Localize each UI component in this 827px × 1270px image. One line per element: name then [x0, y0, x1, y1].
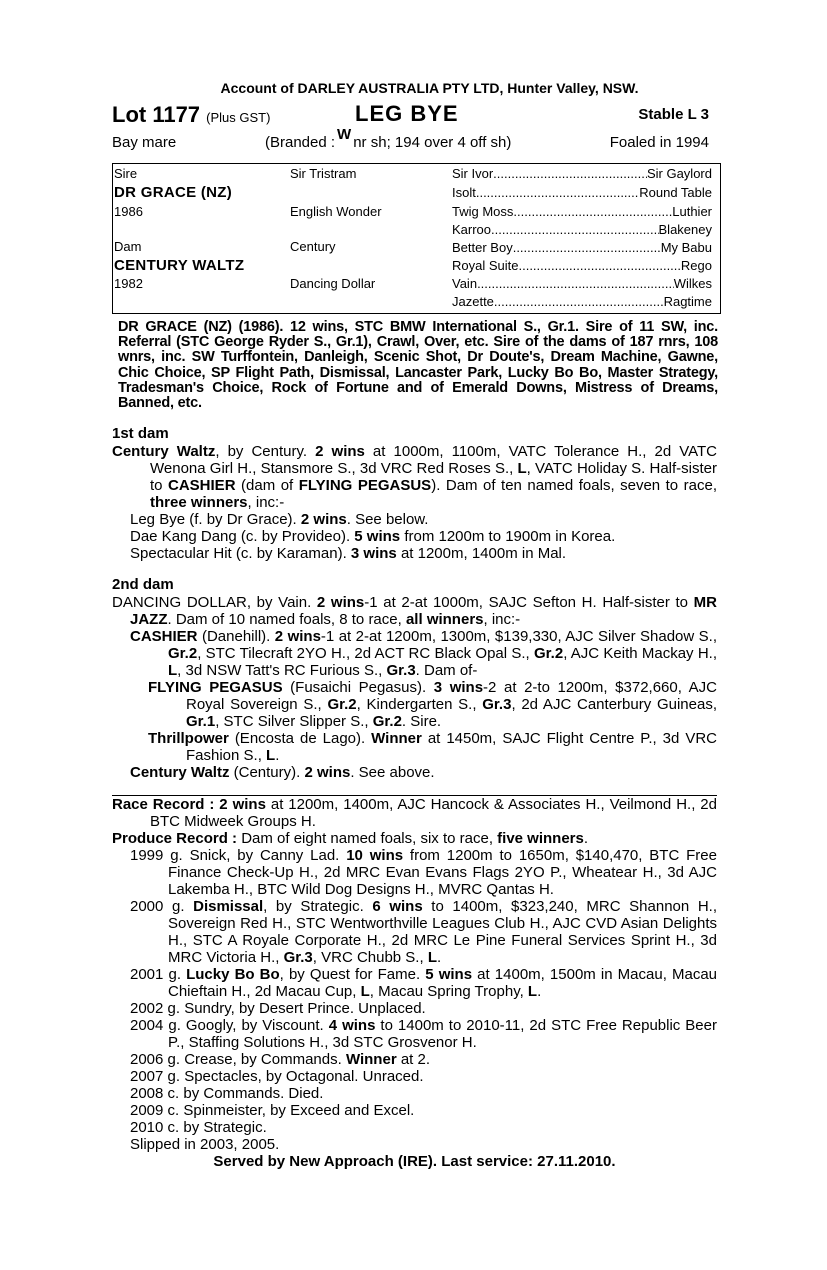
- text-run: 2001 g.: [130, 966, 187, 984]
- bold-run: Produce Record :: [112, 830, 238, 848]
- bold-run: 2 wins: [304, 764, 351, 782]
- text-run: 2000 g.: [130, 898, 194, 916]
- text-run: . See below.: [346, 511, 429, 529]
- text-run: .: [275, 747, 280, 765]
- bold-run: 2 wins: [300, 511, 347, 529]
- text-run: Dam of eight named foals, six to race,: [237, 830, 498, 848]
- dam-year: 1982: [114, 276, 143, 291]
- text-run: to 1400m, $323,240, MRC Shannon H., Sovereign Red H., STC Wentworthville Leagues Club H., AJC CVD Asian Delights H., STC A Royale Corporate H., 2d MRC Le Pine Funeral Services Sprint H., 3d MRC Victoria H.,: [168, 898, 717, 967]
- bold-run: 2 wins: [274, 628, 321, 646]
- horse-sex: Bay mare: [112, 134, 177, 151]
- ancestor-row: [452, 276, 712, 291]
- text-run: , VRC Chubb S.,: [312, 949, 428, 967]
- bold-run: CASHIER: [168, 477, 236, 495]
- produce-entry: [130, 1017, 717, 1051]
- produce-entry: [130, 1102, 717, 1119]
- sire-label: Sire: [114, 166, 138, 181]
- bold-run: 2 wins: [315, 443, 365, 461]
- ancestor-row: [452, 258, 712, 273]
- produce-entry: [130, 1136, 717, 1153]
- text-run: -2 at 2-to 1200m, $372,660, AJC Royal Sovereign S.,: [186, 679, 717, 714]
- text-run: (Encosta de Lago).: [228, 730, 372, 748]
- text-run: , by Century.: [215, 443, 316, 461]
- text-run: at 1400m, 1500m in Macau, Macau Chieftain H., 2d Macau Cup,: [168, 966, 718, 1001]
- text-run: at 1200m, 1400m in Mal.: [396, 545, 567, 563]
- bold-run: MR JAZZ: [130, 594, 717, 629]
- lot-number: [112, 102, 270, 128]
- stable-number: Stable L 3: [638, 106, 709, 123]
- bold-run: L: [427, 949, 437, 967]
- text-run: Dae Kang Dang (c. by Provideo).: [130, 528, 355, 546]
- bold-run: 5 wins: [354, 528, 401, 546]
- text-run: from 1200m to 1900m in Korea.: [400, 528, 616, 546]
- text-run: DANCING DOLLAR, by Vain.: [112, 594, 317, 612]
- produce-entry: [130, 1119, 717, 1136]
- text-run: Leg Bye (f. by Dr Grace).: [130, 511, 301, 529]
- ancestor-row: [452, 185, 712, 200]
- text-run: to 1400m to 2010-11, 2d STC Free Republic Beer P., Staffing Solutions H., 3d STC Grosvenor H.: [168, 1017, 717, 1052]
- ancestor-right: Wilkes: [673, 276, 712, 291]
- vendor-account: Account of DARLEY AUSTRALIA PTY LTD, Hunter Valley, NSW.: [220, 80, 639, 96]
- text-run: .: [537, 983, 542, 1001]
- text-run: 2008 c. by Commands. Died.: [130, 1085, 324, 1103]
- bold-run: 3 wins: [350, 545, 397, 563]
- produce-entry: [130, 1085, 717, 1102]
- foaled-year: Foaled in 1994: [609, 134, 709, 151]
- ancestor-left: Isolt: [452, 185, 476, 200]
- bold-run: Gr.1: [186, 713, 216, 731]
- text-run: , STC Silver Slipper S.,: [215, 713, 373, 731]
- brand-details: [265, 126, 512, 151]
- bold-run: Dismissal: [193, 898, 264, 916]
- ancestor-right: Rego: [680, 258, 712, 273]
- ancestor-left: Twig Moss: [452, 204, 514, 219]
- lot-number-text: Lot 1177: [112, 102, 201, 127]
- text-run: 2002 g. Sundry, by Desert Prince. Unplaced.: [130, 1000, 426, 1018]
- first-dam-entry: [112, 443, 717, 511]
- text-run: 2006 g. Crease, by Commands.: [130, 1051, 346, 1069]
- ancestor-left: Vain: [452, 276, 478, 291]
- foal-entry: [130, 764, 717, 781]
- text-run: at 1000m, 1100m, VATC Tolerance H., 2d VATC Wenona Girl H., Stansmore S., 3d VRC Red Roses S.,: [150, 443, 717, 478]
- text-run: , STC Tilecraft 2YO H., 2d ACT RC Black Opal S.,: [197, 645, 534, 663]
- bold-run: Winner: [345, 1051, 397, 1069]
- text-run: . Dam of-: [415, 662, 478, 680]
- ancestor-left: Royal Suite: [452, 258, 519, 273]
- foal-entry: [130, 528, 717, 545]
- text-run: -1 at 2-at 1200m, 1300m, $139,330, AJC Silver Shadow S.,: [320, 628, 718, 646]
- bold-run: Gr.2: [372, 713, 402, 731]
- brand-mark: W: [337, 126, 352, 143]
- bold-run: 10 wins: [346, 847, 404, 865]
- horse-name: LEG BYE: [355, 101, 459, 126]
- produce-entry: [130, 1051, 717, 1068]
- bold-run: Gr.3: [386, 662, 416, 680]
- first-dam-heading: 1st dam: [112, 425, 169, 443]
- text-run: , inc:-: [247, 494, 285, 512]
- text-run: 2007 g. Spectacles, by Octagonal. Unraced.: [130, 1068, 424, 1086]
- text-run: (Fusaichi Pegasus).: [282, 679, 434, 697]
- bold-run: FLYING PEGASUS: [148, 679, 283, 697]
- text-run: 2009 c. Spinmeister, by Exceed and Excel.: [130, 1102, 415, 1120]
- ancestor-right: Sir Gaylord: [646, 166, 712, 181]
- text-run: 2004 g. Googly, by Viscount.: [130, 1017, 329, 1035]
- bold-run: Winner: [371, 730, 422, 748]
- bold-run: Gr.2: [327, 696, 357, 714]
- foal-entry: [130, 511, 717, 528]
- text-run: at 1200m, 1400m, AJC Hancock & Associates H., Veilmond H., 2d BTC Midweek Groups H.: [150, 796, 717, 831]
- lot-note: (Plus GST): [206, 110, 271, 125]
- bold-run: Lucky Bo Bo: [186, 966, 280, 984]
- text-run: Slipped in 2003, 2005.: [130, 1136, 280, 1154]
- text-run: .: [437, 949, 442, 967]
- served-note: Served by New Approach (IRE). Last service: 27.11.2010.: [213, 1153, 616, 1171]
- brand-pre: (Branded :: [265, 134, 336, 151]
- catalogue-page: [112, 80, 717, 1170]
- pedigree-table: [112, 163, 721, 314]
- text-run: 2010 c. by Strategic.: [130, 1119, 267, 1137]
- ancestor-right: Luthier: [672, 204, 712, 219]
- second-dam-entry: [112, 594, 717, 628]
- text-run: . Dam of 10 named foals, 8 to race,: [167, 611, 406, 629]
- bold-run: 3 wins: [433, 679, 484, 697]
- text-run: , VATC Holiday S. Half-sister to: [150, 460, 717, 495]
- dam-label: Dam: [114, 239, 142, 254]
- ancestor-row: [452, 222, 712, 237]
- bold-run: all winners: [405, 611, 484, 629]
- text-run: (Danehill).: [197, 628, 275, 646]
- sire-name: DR GRACE (NZ): [114, 184, 233, 201]
- ancestor-row: [452, 240, 712, 255]
- bold-run: L: [266, 747, 276, 765]
- text-run: (dam of: [235, 477, 299, 495]
- produce-record: [112, 830, 717, 847]
- horse-details: [112, 126, 717, 154]
- bold-run: 4 wins: [328, 1017, 376, 1035]
- produce-entry: [130, 898, 717, 966]
- sire-sire: Sir Tristram: [290, 166, 357, 181]
- bold-run: Race Record : 2 wins: [112, 796, 266, 814]
- text-run: , inc:-: [483, 611, 521, 629]
- sire-dam: English Wonder: [290, 204, 382, 219]
- bold-run: L: [168, 662, 178, 680]
- text-run: at 2.: [396, 1051, 431, 1069]
- ancestor-right: Round Table: [639, 185, 712, 200]
- text-run: .: [583, 830, 589, 848]
- text-run: , by Quest for Fame.: [279, 966, 426, 984]
- ancestor-right: Ragtime: [663, 294, 712, 309]
- produce-entry: [130, 847, 717, 898]
- bold-run: five winners: [497, 830, 584, 848]
- dam-dam: Dancing Dollar: [290, 276, 376, 291]
- produce-entry: [130, 1068, 717, 1085]
- bold-run: Gr.2: [168, 645, 198, 663]
- produce-entry: [130, 966, 717, 1000]
- produce-entry: [130, 1000, 717, 1017]
- foal-entry: [130, 545, 717, 562]
- bold-run: L: [527, 983, 538, 1001]
- foal-entry: [130, 628, 717, 679]
- ancestor-left: Better Boy: [452, 240, 513, 255]
- second-dam-heading: 2nd dam: [112, 576, 174, 594]
- bold-run: 2 wins: [316, 594, 365, 612]
- text-run: . Sire.: [401, 713, 442, 731]
- text-run: 1999 g. Snick, by Canny Lad.: [130, 847, 347, 865]
- bold-run: L: [360, 983, 370, 1001]
- dam-sire: Century: [290, 239, 336, 254]
- text-run: ). Dam of ten named foals, seven to race,: [431, 477, 718, 495]
- text-run: from 1200m to 1650m, $140,470, BTC Free Finance Check-Up H., 2d MRC Evan Evans Flags 2YO P., Wheatear H., 3d AJC Lakemba H., BTC Wild Dog Designs H., MVRC Qantas H.: [168, 847, 717, 899]
- text-run: . See above.: [350, 764, 435, 782]
- bold-run: FLYING PEGASUS: [298, 477, 432, 495]
- bold-run: L: [517, 460, 527, 478]
- text-run: Spectacular Hit (c. by Karaman).: [130, 545, 351, 563]
- text-run: (Century).: [229, 764, 305, 782]
- lot-header: [112, 102, 717, 128]
- bold-run: Century Waltz: [130, 764, 230, 782]
- brand-post: nr sh; 194 over 4 off sh): [353, 134, 512, 151]
- bold-run: CASHIER: [130, 628, 198, 646]
- bold-run: Gr.3: [482, 696, 512, 714]
- text-run: , 2d AJC Canterbury Guineas,: [511, 696, 717, 714]
- sire-year: 1986: [114, 204, 143, 219]
- foal-entry: [148, 679, 717, 730]
- text-run: at 1450m, SAJC Flight Centre P., 3d VRC Fashion S.,: [186, 730, 717, 765]
- sire-summary: DR GRACE (NZ) (1986). 12 wins, STC BMW International S., Gr.1. Sire of 11 SW, inc. Referral (STC George Ryder S., Gr.1), Crawl, Over, etc. Sire of the dams of 187 rnrs, 108 wnrs, inc. SW Turffontein, Danleigh, Scenic Shot, Dr Doute's, Dream Machine, Gawne, Chic Choice, SP Flight Path, Dismissal, Lancaster Park, Lucky Bo Bo, Master Strategy, Tradesman's Choice, Rock of Fortune and of Emerald Downs, Mistress of Dreams, Banned, etc.: [118, 319, 718, 412]
- bold-run: 6 wins: [372, 898, 423, 916]
- ancestor-left: Jazette: [452, 294, 494, 309]
- text-run: , AJC Keith Mackay H.,: [563, 645, 717, 663]
- bold-run: 5 wins: [425, 966, 473, 984]
- ancestor-row: [452, 294, 712, 309]
- ancestor-right: Blakeney: [658, 222, 712, 237]
- race-record: [112, 796, 717, 830]
- ancestor-row: [452, 204, 712, 219]
- bold-run: Gr.2: [534, 645, 564, 663]
- bold-run: three winners: [150, 494, 248, 512]
- text-run: -1 at 2-at 1000m, SAJC Sefton H. Half-sister to: [364, 594, 694, 612]
- foal-entry: [148, 730, 717, 764]
- text-run: , Macau Spring Trophy,: [369, 983, 528, 1001]
- text-run: , Kindergarten S.,: [356, 696, 483, 714]
- bold-run: Thrillpower: [148, 730, 229, 748]
- ancestor-left: Karroo: [452, 222, 492, 237]
- ancestor-row: [452, 166, 712, 181]
- dam-name: Century Waltz: [112, 443, 216, 461]
- ancestor-right: My Babu: [660, 240, 712, 255]
- ancestor-left: Sir Ivor: [452, 166, 494, 181]
- text-run: , by Strategic.: [263, 898, 373, 916]
- bold-run: Gr.3: [283, 949, 313, 967]
- dam-name: CENTURY WALTZ: [114, 257, 245, 274]
- text-run: , 3d NSW Tatt's RC Furious S.,: [177, 662, 387, 680]
